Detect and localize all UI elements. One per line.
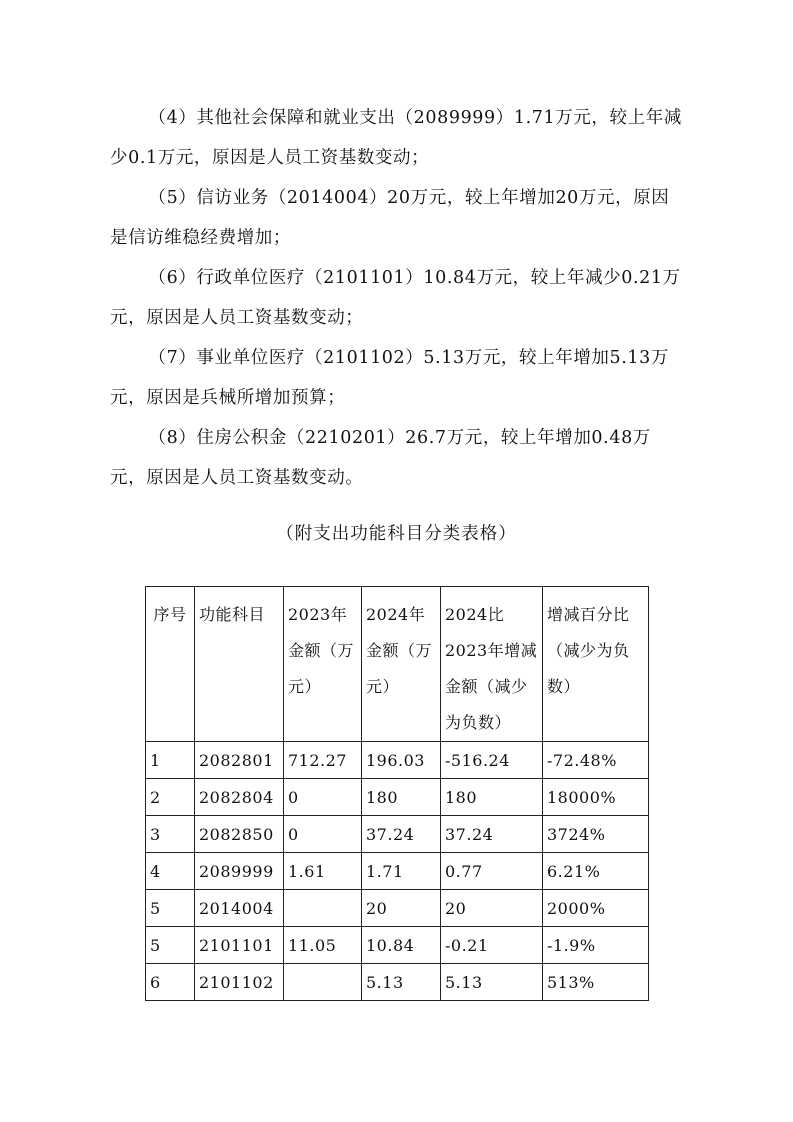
paragraph-text: （5）信访业务（2014004）20万元，较上年增加20万元，原因是信访维稳经费增加；: [110, 188, 670, 248]
paragraph-text: （8）住房公积金（2210201）26.7万元，较上年增加0.48万元，原因是人员工资基数变动。: [110, 428, 651, 488]
cell-2023: 712.27: [284, 742, 362, 779]
table-row: [146, 890, 649, 927]
cell-seq: 1: [146, 742, 195, 779]
cell-change: -516.24: [441, 742, 543, 779]
cell-seq: 4: [146, 853, 195, 890]
table-row: [146, 742, 649, 779]
cell-seq: 5: [146, 927, 195, 964]
paragraph-text: （4）其他社会保障和就业支出（2089999）1.71万元，较上年减少0.1万元，原因是人员工资基数变动；: [110, 108, 682, 168]
header-change-percent: 增减百分比（减少为负数）: [543, 587, 649, 742]
cell-2024: 196.03: [362, 742, 441, 779]
table-caption: （附支出功能科目分类表格）: [276, 524, 517, 544]
cell-percent: 3724%: [543, 816, 649, 853]
cell-2023: 0: [284, 816, 362, 853]
cell-2023: [284, 964, 362, 1001]
header-2023-amount: 2023年金额（万元）: [284, 587, 362, 742]
cell-2024: 5.13: [362, 964, 441, 1001]
header-change-amount: 2024比2023年增减金额（减少为负数）: [441, 587, 543, 742]
cell-subject: 2101101: [195, 927, 284, 964]
cell-seq: 2: [146, 779, 195, 816]
cell-percent: 6.21%: [543, 853, 649, 890]
table-header-row: [146, 587, 649, 742]
cell-percent: 18000%: [543, 779, 649, 816]
paragraph-social-security: [110, 98, 685, 178]
cell-2023: 11.05: [284, 927, 362, 964]
table-row: [146, 927, 649, 964]
table-row: [146, 964, 649, 1001]
cell-change: -0.21: [441, 927, 543, 964]
table-row: [146, 816, 649, 853]
paragraph-text: （6）行政单位医疗（2101101）10.84万元，较上年减少0.21万元，原因是人员工资基数变动；: [110, 268, 681, 328]
cell-percent: 513%: [543, 964, 649, 1001]
cell-2023: [284, 890, 362, 927]
cell-change: 20: [441, 890, 543, 927]
cell-seq: 6: [146, 964, 195, 1001]
header-subject: 功能科目: [195, 587, 284, 742]
cell-subject: 2082850: [195, 816, 284, 853]
cell-seq: 5: [146, 890, 195, 927]
expenditure-table: [145, 586, 649, 1001]
cell-2024: 180: [362, 779, 441, 816]
paragraph-institution-medical: [110, 338, 685, 418]
cell-subject: 2014004: [195, 890, 284, 927]
cell-change: 37.24: [441, 816, 543, 853]
cell-change: 5.13: [441, 964, 543, 1001]
cell-subject: 2082804: [195, 779, 284, 816]
cell-2024: 1.71: [362, 853, 441, 890]
cell-2024: 37.24: [362, 816, 441, 853]
table-row: [146, 779, 649, 816]
paragraph-housing-fund: [110, 418, 685, 498]
cell-2023: 1.61: [284, 853, 362, 890]
cell-percent: -1.9%: [543, 927, 649, 964]
cell-subject: 2101102: [195, 964, 284, 1001]
cell-percent: 2000%: [543, 890, 649, 927]
cell-change: 0.77: [441, 853, 543, 890]
table-row: [146, 853, 649, 890]
header-seq: 序号: [146, 587, 195, 742]
paragraph-text: （7）事业单位医疗（2101102）5.13万元，较上年增加5.13万元，原因是兵械所增加预算；: [110, 348, 670, 408]
header-2024-amount: 2024年金额（万元）: [362, 587, 441, 742]
paragraph-admin-medical: [110, 258, 685, 338]
cell-2024: 20: [362, 890, 441, 927]
cell-seq: 3: [146, 816, 195, 853]
cell-2023: 0: [284, 779, 362, 816]
cell-subject: 2089999: [195, 853, 284, 890]
cell-change: 180: [441, 779, 543, 816]
paragraph-petition: [110, 178, 685, 258]
cell-2024: 10.84: [362, 927, 441, 964]
cell-percent: -72.48%: [543, 742, 649, 779]
cell-subject: 2082801: [195, 742, 284, 779]
